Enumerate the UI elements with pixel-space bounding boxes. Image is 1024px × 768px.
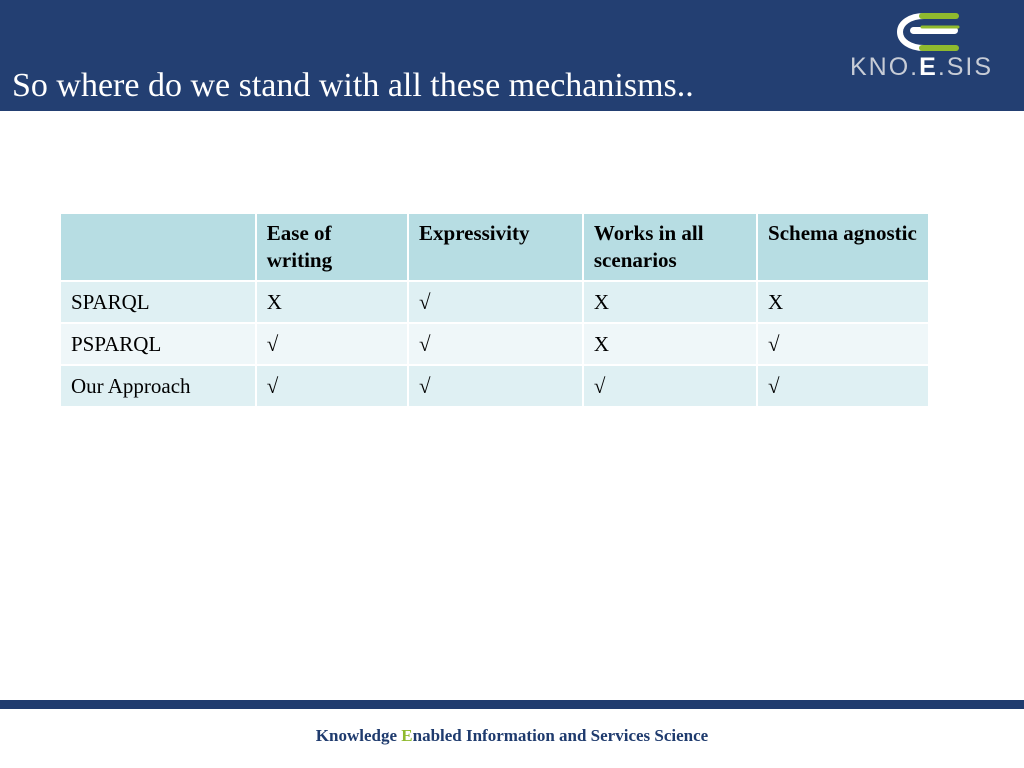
footer-tagline <box>0 725 1024 747</box>
header-cell-schema-agnostic: Schema agnostic <box>757 213 929 281</box>
knoesis-logo <box>844 6 1016 102</box>
table-cell: √ <box>757 365 929 407</box>
table-cell: √ <box>408 323 583 365</box>
knoesis-wordmark <box>850 52 993 82</box>
table-row <box>60 281 929 323</box>
slide-title: So where do we stand with all these mechanisms.. <box>12 67 694 104</box>
footer-text-before: Knowledge <box>315 726 402 745</box>
table-cell: √ <box>256 365 408 407</box>
header-cell-works-in-all-scenarios: Works in all scenarios <box>583 213 757 281</box>
footer-text-after: nabled Information and Services Science <box>412 726 709 745</box>
wordmark-suffix: .SIS <box>937 53 994 81</box>
table-row <box>60 365 929 407</box>
header-cell-expressivity: Expressivity <box>408 213 583 281</box>
table-cell: √ <box>583 365 757 407</box>
header-cell-ease-of-writing: Ease of writing <box>256 213 408 281</box>
table-cell: √ <box>408 365 583 407</box>
table-cell: X <box>583 281 757 323</box>
table-header-row <box>60 213 929 281</box>
row-label: Our Approach <box>60 365 256 407</box>
table-cell: X <box>757 281 929 323</box>
table-cell: X <box>583 323 757 365</box>
row-label: PSPARQL <box>60 323 256 365</box>
footer-text-accent: E <box>401 726 413 745</box>
table-cell: √ <box>256 323 408 365</box>
table-cell: X <box>256 281 408 323</box>
table-cell: √ <box>408 281 583 323</box>
table-row <box>60 323 929 365</box>
comparison-table <box>59 212 930 408</box>
footer-divider <box>0 700 1024 709</box>
row-label: SPARQL <box>60 281 256 323</box>
header-cell-corner <box>60 213 256 281</box>
knoesis-e-logo-icon <box>892 10 966 54</box>
table-cell: √ <box>757 323 929 365</box>
wordmark-prefix: KNO. <box>850 53 920 81</box>
header-bar <box>0 0 1024 111</box>
wordmark-e: E <box>919 53 938 81</box>
